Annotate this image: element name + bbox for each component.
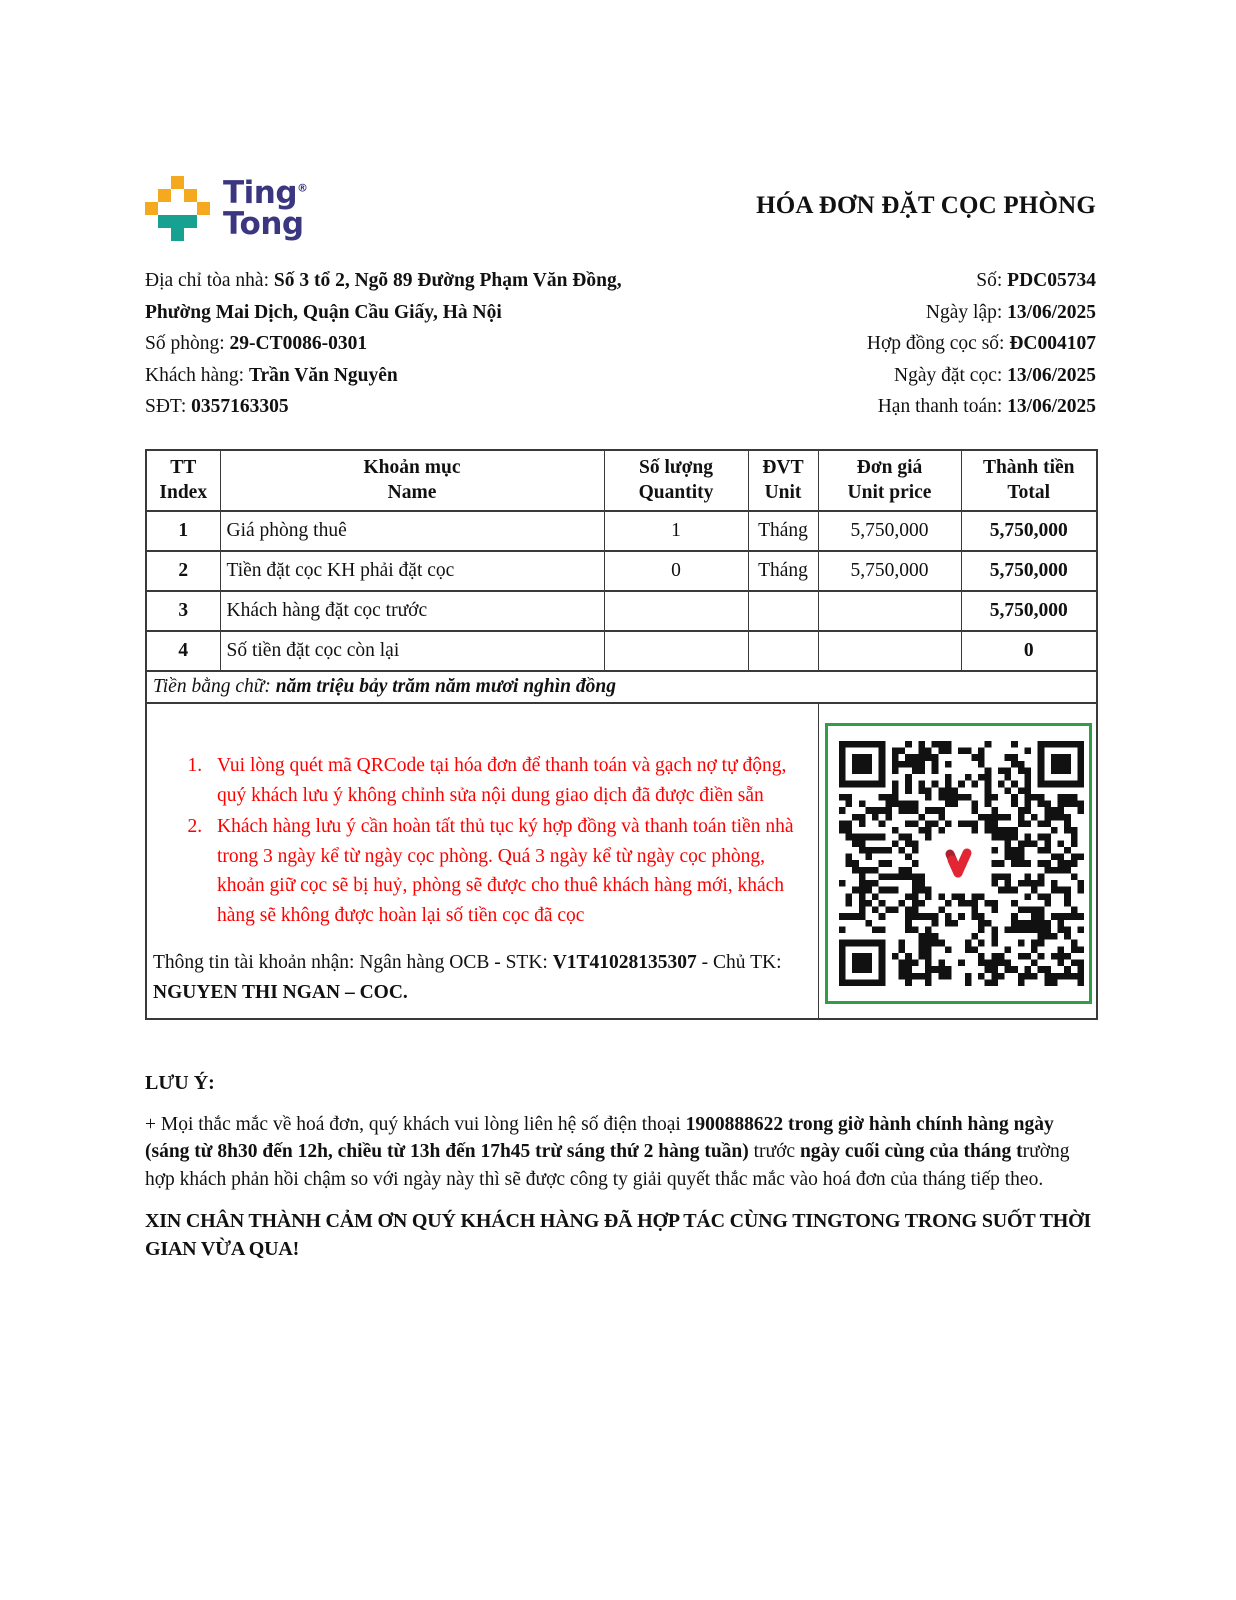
row-unit (748, 631, 818, 671)
building-address-label: Địa chỉ tòa nhà: (145, 270, 274, 291)
row-name: Tiền đặt cọc KH phải đặt cọc (220, 551, 604, 591)
invoice-number-value: PDC05734 (1007, 270, 1096, 291)
row-name: Khách hàng đặt cọc trước (220, 591, 604, 631)
notice-heading: LƯU Ý: (145, 1071, 215, 1094)
registered-trademark: ® (297, 181, 308, 195)
notice-item: 1. Vui lòng quét mã QRCode tại hóa đơn để thanh toán và gạch nợ tự động, quý khách lưu ý không chỉnh sửa nội dung giao dịch đã được điền sẵn (207, 751, 808, 810)
building-address-value: Số 3 tổ 2, Ngõ 89 Đường Phạm Văn Đồng, Phường Mai Dịch, Quận Cầu Giấy, Hà Nội (145, 270, 622, 323)
notes-row (146, 703, 1097, 1019)
col-header-index: TT Index (146, 450, 220, 511)
payment-due-value: 13/06/2025 (1007, 396, 1096, 417)
bank-info-prefix: Thông tin tài khoản nhận: Ngân hàng OCB - STK: (153, 952, 553, 973)
payment-notes-cell (146, 703, 818, 1019)
header (145, 176, 1096, 241)
deposit-date-label: Ngày đặt cọc: (893, 364, 1008, 386)
contract-number-value: ĐC004107 (1009, 333, 1096, 354)
table-row (146, 591, 1097, 631)
col-header-unit: ĐVT Unit (748, 450, 818, 511)
tingtong-logo-icon (145, 176, 210, 241)
bank-account-number: V1T41028135307 (552, 952, 697, 973)
table-header-row (146, 450, 1097, 511)
bank-info-middle: - Chủ TK: (696, 952, 782, 973)
row-unit-price: 5,750,000 (818, 511, 961, 551)
row-quantity (604, 591, 748, 631)
qr-code-frame (825, 723, 1092, 1004)
col-header-name: Khoản mục Name (220, 450, 604, 511)
invoice-number-label: Số: (976, 270, 1008, 291)
phone-value: 0357163305 (191, 396, 289, 417)
tingtong-wordmark: Ting® Tong (223, 175, 308, 242)
row-quantity: 1 (604, 511, 748, 551)
row-unit: Tháng (748, 511, 818, 551)
row-total: 0 (961, 631, 1097, 671)
row-name: Số tiền đặt cọc còn lại (220, 631, 604, 671)
row-total: 5,750,000 (961, 591, 1097, 631)
bank-account-holder: NGUYEN THI NGAN – COC. (153, 982, 408, 1003)
deadline-text: ngày cuối cùng của tháng t (799, 1141, 1023, 1162)
table-row (146, 551, 1097, 591)
row-index: 1 (146, 511, 220, 551)
room-number-value: 29-CT0086-0301 (229, 333, 368, 354)
customer-name-value: Trần Văn Nguyên (248, 364, 398, 386)
row-name: Giá phòng thuê (220, 511, 604, 551)
notice-text: rường hợp khách phản hồi chậm so với ngày này thì sẽ được công ty giải quyết thắc mắc vào hoá đơn của tháng tiếp theo. (145, 1141, 1070, 1190)
qr-cell (818, 703, 1097, 1019)
row-total: 5,750,000 (961, 551, 1097, 591)
payment-due-label: Hạn thanh toán: (877, 396, 1008, 417)
vietqr-v-icon (938, 843, 978, 883)
amount-in-words-row (146, 671, 1097, 703)
row-unit-price (818, 631, 961, 671)
row-unit-price (818, 591, 961, 631)
contract-number-label: Hợp đồng cọc số: (866, 333, 1010, 354)
hotline-number: 1900888622 trong giờ hành chính hàng ngày (sáng từ 8h30 đến 12h, chiều từ 13h đến 17h45 trừ sáng thứ 2 hàng tuần) (145, 1113, 1054, 1162)
table-row (146, 631, 1097, 671)
row-index: 2 (146, 551, 220, 591)
amount-in-words-value: năm triệu bảy trăm năm mươi nghìn đồng (275, 675, 616, 697)
phone-label: SĐT: (145, 396, 192, 417)
bank-account-info (153, 948, 812, 1008)
notice-text: trước (748, 1141, 800, 1162)
issue-date-label: Ngày lập: (925, 301, 1008, 323)
thank-you-message: XIN CHÂN THÀNH CẢM ƠN QUÝ KHÁCH HÀNG ĐÃ HỢP TÁC CÙNG TINGTONG TRONG SUỐT THỜI GIAN VỪA QUA! (145, 1210, 1092, 1260)
payment-notice-list (181, 751, 808, 930)
tingtong-logo (145, 176, 308, 241)
row-index: 3 (146, 591, 220, 631)
page-title: HÓA ĐƠN ĐẶT CỌC PHÒNG (756, 192, 1096, 219)
col-header-total: Thành tiền Total (961, 450, 1097, 511)
col-header-unit-price: Đơn giá Unit price (818, 450, 961, 511)
row-index: 4 (146, 631, 220, 671)
amount-in-words-label: Tiền bằng chữ: (153, 675, 276, 697)
invoice-meta (867, 265, 1096, 423)
row-quantity: 0 (604, 551, 748, 591)
customer-name-label: Khách hàng: (145, 364, 249, 386)
invoice-info (145, 265, 1096, 423)
room-number-label: Số phòng: (145, 333, 230, 354)
notice-paragraph (145, 1111, 1096, 1194)
customer-info (145, 265, 685, 423)
row-unit (748, 591, 818, 631)
invoice-table (145, 449, 1098, 1020)
col-header-quantity: Số lượng Quantity (604, 450, 748, 511)
row-quantity (604, 631, 748, 671)
table-row (146, 511, 1097, 551)
row-unit: Tháng (748, 551, 818, 591)
deposit-date-value: 13/06/2025 (1007, 364, 1096, 386)
notice-item: 2. Khách hàng lưu ý cần hoàn tất thủ tục ký hợp đồng và thanh toán tiền nhà trong 3 ngày kể từ ngày cọc phòng. Quá 3 ngày kể từ ngày cọc phòng, khoản giữ cọc sẽ bị huỷ, phòng sẽ được cho thuê khách hàng mới, khách hàng sẽ không được hoàn lại số tiền cọc đã cọc (207, 812, 808, 930)
notice-text: + Mọi thắc mắc về hoá đơn, quý khách vui lòng liên hệ số điện thoại (145, 1113, 686, 1135)
row-unit-price: 5,750,000 (818, 551, 961, 591)
issue-date-value: 13/06/2025 (1007, 301, 1096, 323)
vietqr-logo (931, 836, 985, 890)
row-total: 5,750,000 (961, 511, 1097, 551)
